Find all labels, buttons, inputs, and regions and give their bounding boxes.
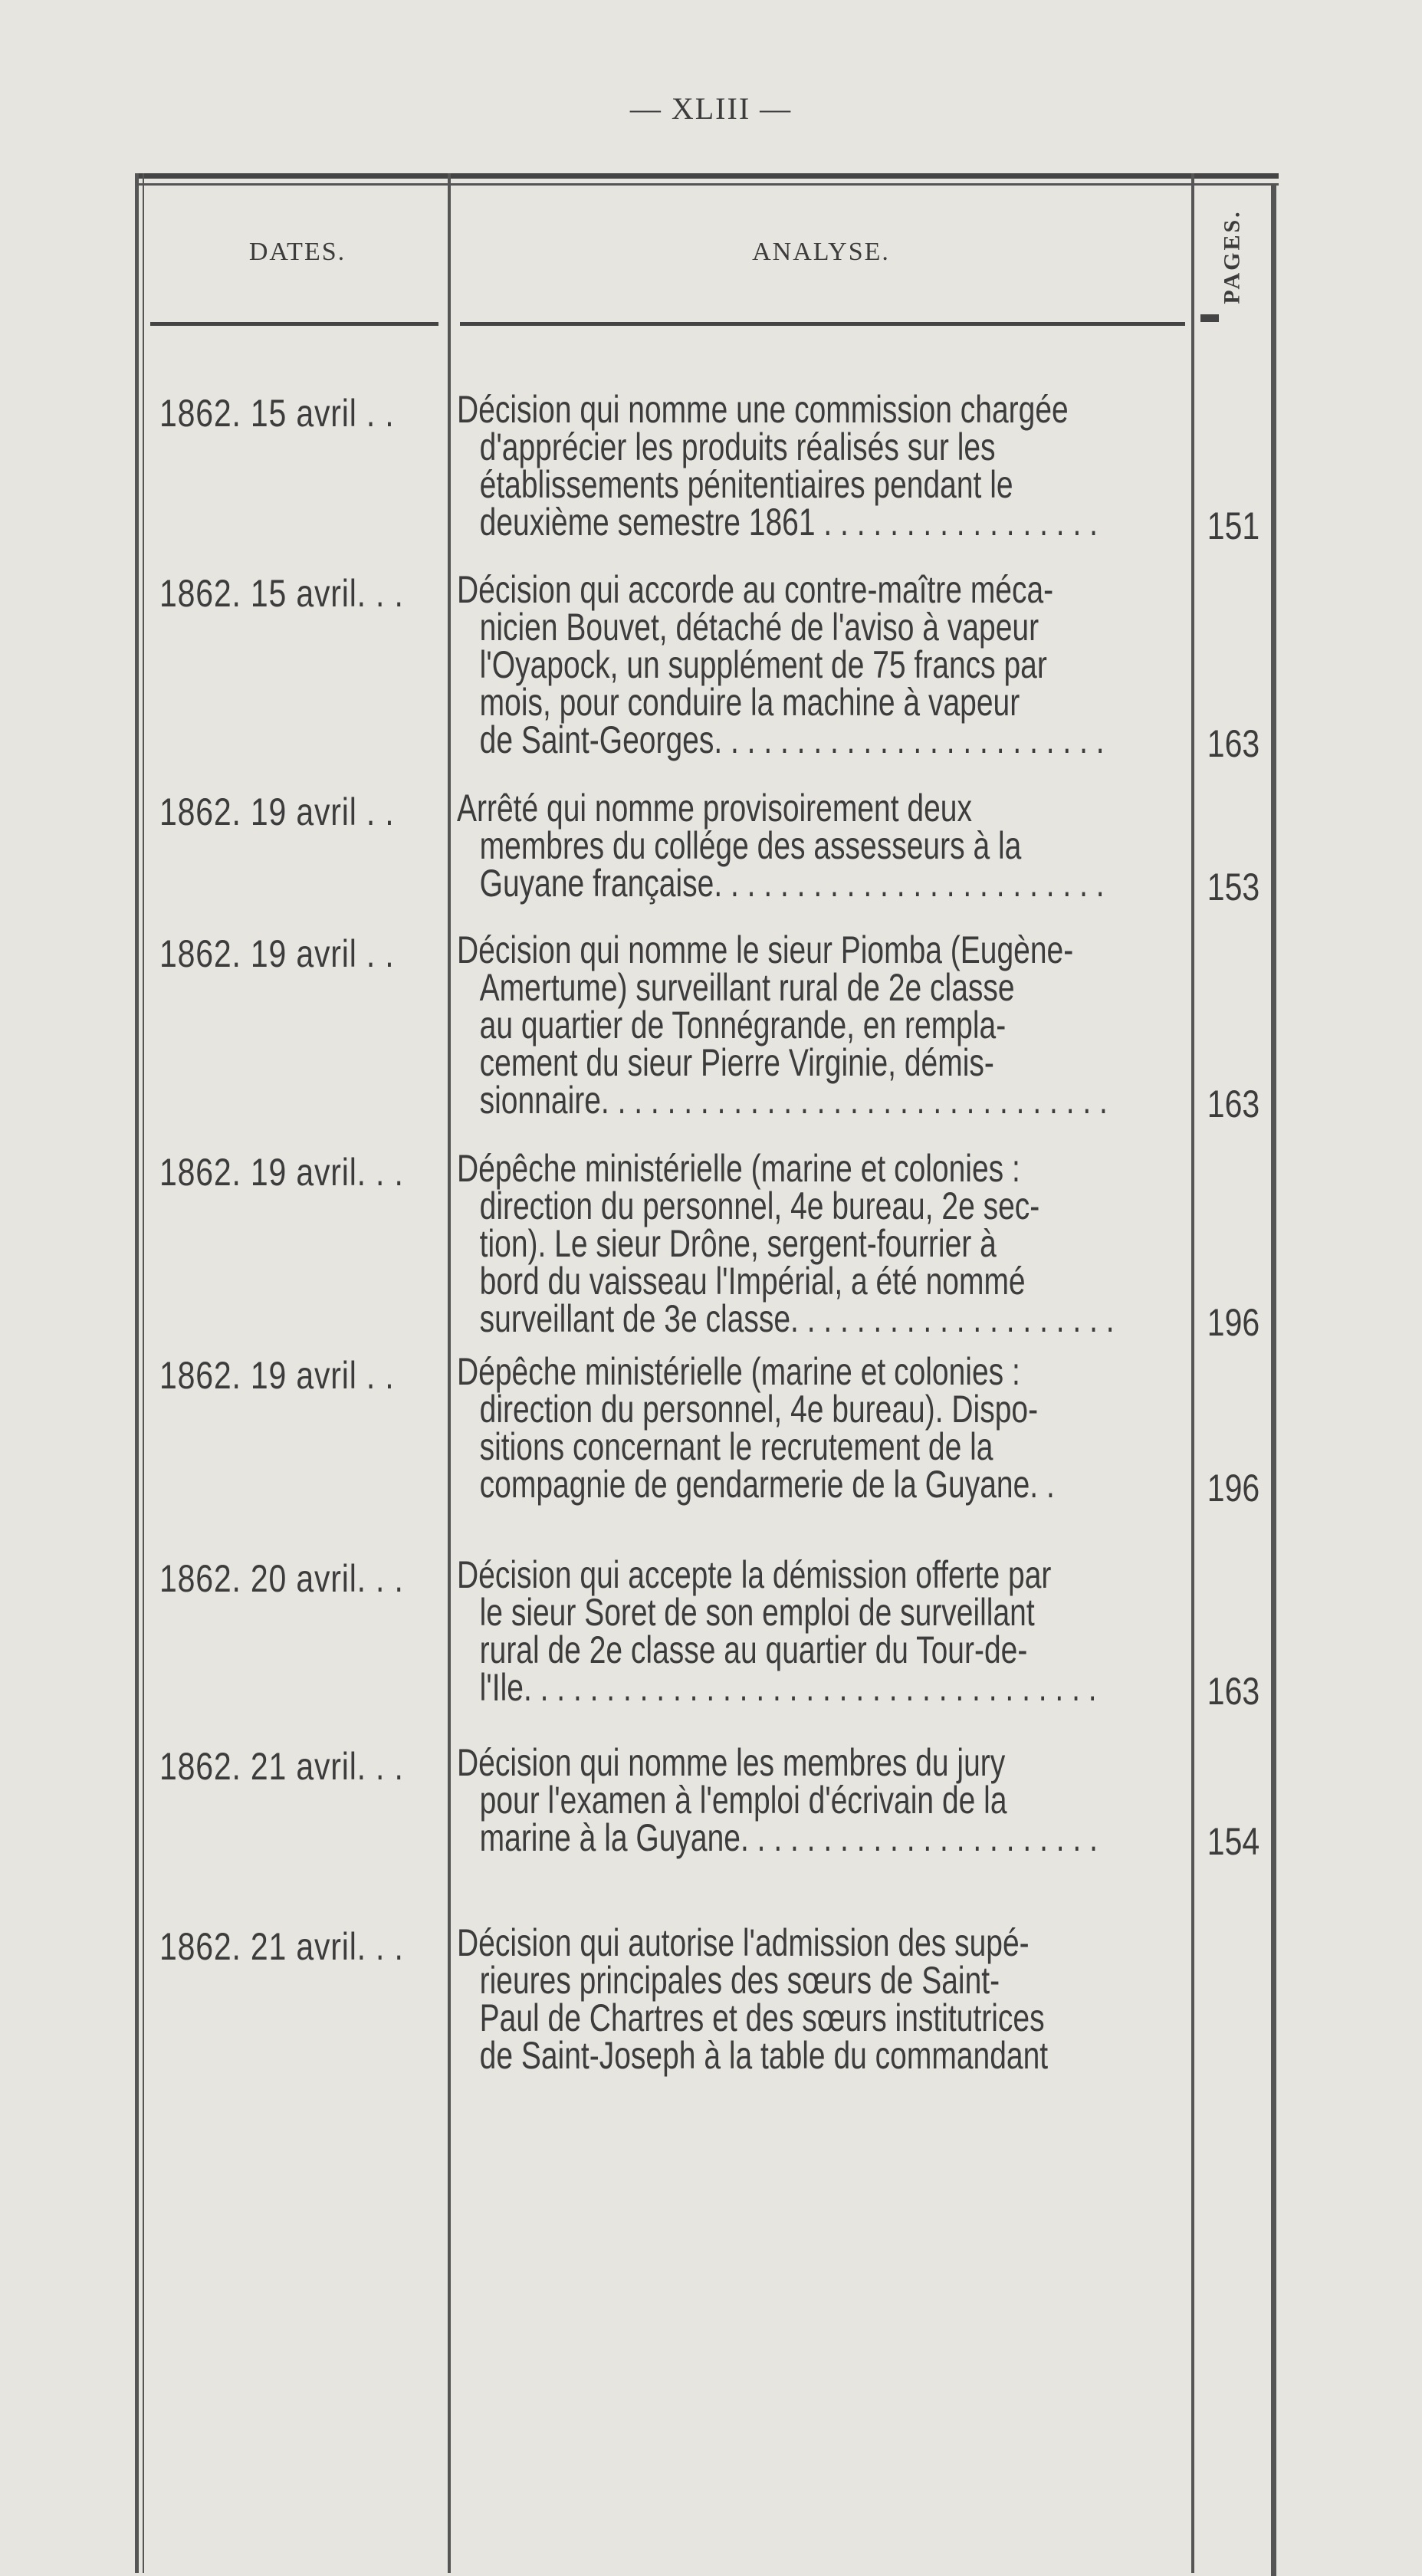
entry-page-number: 151	[1207, 504, 1260, 547]
column-divider-analyse	[1191, 173, 1194, 2573]
column-divider-dates	[448, 173, 451, 2573]
column-header-dates: DATES.	[248, 238, 346, 266]
entry-analysis-line: l'Oyapock, un supplément de 75 francs par	[479, 643, 1047, 686]
entry-analysis-line: Dépêche ministérielle (marine et colonies :	[457, 1350, 1020, 1393]
entry-page-number: 163	[1207, 722, 1260, 765]
entry-analysis-line: sitions concernant le recrutement de la	[479, 1425, 993, 1468]
header-rule-dates	[150, 322, 438, 326]
entry-analysis-line: Guyane française. . . . . . . . . . . . . . . . . . . . . . . .	[479, 862, 1105, 905]
entry-analysis	[457, 787, 1185, 905]
column-header-pages-label: PAGES.	[1220, 209, 1246, 304]
entry-analysis-line: Décision qui accorde au contre-maître méca-	[457, 568, 1054, 611]
entry-date: 1862. 15 avril . .	[159, 392, 395, 435]
entry-page-number: 154	[1207, 1820, 1260, 1863]
entry-analysis	[457, 1921, 1185, 2077]
entry-analysis-line: Décision qui autorise l'admission des supé-	[457, 1921, 1030, 1964]
entry-analysis-line: direction du personnel, 4e bureau, 2e sec-	[479, 1184, 1040, 1227]
entry-analysis-line: marine à la Guyane. . . . . . . . . . . . . . . . . . . . . .	[479, 1816, 1098, 1859]
entry-analysis-line: l'Ile. . . . . . . . . . . . . . . . . . . . . . . . . . . . . . . . . . .	[479, 1666, 1097, 1709]
header-rule-pages	[1200, 314, 1219, 322]
entry-analysis-line: rieures principales des sœurs de Saint-	[479, 1959, 1000, 2002]
entry-analysis-line: Paul de Chartres et des sœurs institutrices	[479, 1996, 1045, 2039]
entry-analysis	[457, 388, 1185, 544]
entry-date: 1862. 21 avril. . .	[159, 1745, 404, 1788]
table-right-border	[1271, 184, 1276, 2576]
entry-analysis-line: Dépêche ministérielle (marine et colonies :	[457, 1147, 1020, 1190]
header-rule-analyse	[460, 322, 1185, 326]
entry-date: 1862. 19 avril . .	[159, 790, 395, 833]
entry-page-number: 196	[1207, 1301, 1260, 1344]
entry-analysis-line: surveillant de 3e classe. . . . . . . . . . . . . . . . . . . .	[479, 1297, 1115, 1340]
page-header: — XLIII —	[629, 91, 793, 126]
entry-analysis	[457, 568, 1185, 761]
table-left-border	[135, 173, 139, 2573]
entry-date: 1862. 19 avril . .	[159, 1354, 395, 1397]
entry-analysis-line: Arrêté qui nomme provisoirement deux	[457, 787, 972, 830]
entry-analysis-line: Décision qui nomme les membres du jury	[457, 1741, 1006, 1784]
table-left-border-inner	[143, 173, 144, 2573]
entry-analysis	[457, 1553, 1185, 1709]
entry-date: 1862. 20 avril. . .	[159, 1557, 404, 1600]
entry-analysis	[457, 1741, 1185, 1859]
entry-date: 1862. 15 avril. . .	[159, 572, 404, 615]
entry-analysis-line: sionnaire. . . . . . . . . . . . . . . . . . . . . . . . . . . . . . .	[479, 1079, 1108, 1122]
entry-analysis-line: mois, pour conduire la machine à vapeur	[479, 681, 1020, 724]
entry-analysis-line: nicien Bouvet, détaché de l'aviso à vapeur	[479, 606, 1039, 649]
entry-analysis-line: Amertume) surveillant rural de 2e classe	[479, 966, 1015, 1009]
entry-analysis-line: pour l'examen à l'emploi d'écrivain de la	[479, 1779, 1007, 1822]
column-header-analyse: ANALYSE.	[752, 238, 890, 266]
entry-analysis-line: au quartier de Tonnégrande, en rempla-	[479, 1004, 1007, 1046]
entry-analysis	[457, 1147, 1185, 1340]
entry-page-number: 196	[1207, 1467, 1260, 1510]
entry-analysis-line: compagnie de gendarmerie de la Guyane. .	[479, 1463, 1055, 1506]
entry-page-number: 163	[1207, 1083, 1260, 1125]
entry-date: 1862. 19 avril. . .	[159, 1151, 404, 1194]
entry-analysis	[457, 928, 1185, 1122]
entry-analysis	[457, 1350, 1185, 1506]
entry-analysis-line: membres du collége des assesseurs à la	[479, 824, 1022, 867]
entry-date: 1862. 19 avril . .	[159, 932, 395, 975]
entry-analysis-line: direction du personnel, 4e bureau). Dispo-	[479, 1388, 1039, 1431]
entry-analysis-line: le sieur Soret de son emploi de surveillant	[479, 1591, 1035, 1634]
entry-analysis-line: de Saint-Georges. . . . . . . . . . . . . . . . . . . . . . . .	[479, 718, 1105, 761]
entry-analysis-line: Décision qui accepte la démission offerte par	[457, 1553, 1052, 1596]
entry-page-number: 153	[1207, 866, 1260, 909]
entry-analysis-line: cement du sieur Pierre Virginie, démis-	[479, 1041, 994, 1084]
entry-analysis-line: d'apprécier les produits réalisés sur les	[479, 426, 996, 468]
entry-analysis-line: établissements pénitentiaires pendant le	[479, 463, 1013, 506]
entry-page-number: 163	[1207, 1670, 1260, 1713]
entry-analysis-line: de Saint-Joseph à la table du commandant	[479, 2034, 1049, 2077]
table-top-rule	[135, 173, 1279, 186]
entry-analysis-line: bord du vaisseau l'Impérial, a été nommé	[479, 1260, 1026, 1303]
entry-analysis-line: deuxième semestre 1861 . . . . . . . . . . . . . . . . .	[479, 501, 1098, 544]
entry-date: 1862. 21 avril. . .	[159, 1925, 404, 1968]
entry-analysis-line: Décision qui nomme une commission chargée	[457, 388, 1069, 431]
column-header-pages	[1196, 192, 1269, 322]
entry-analysis-line: Décision qui nomme le sieur Piomba (Eugène-	[457, 928, 1074, 971]
entry-analysis-line: rural de 2e classe au quartier du Tour-de-	[479, 1628, 1028, 1671]
entry-analysis-line: tion). Le sieur Drône, sergent-fourrier à	[479, 1222, 997, 1265]
